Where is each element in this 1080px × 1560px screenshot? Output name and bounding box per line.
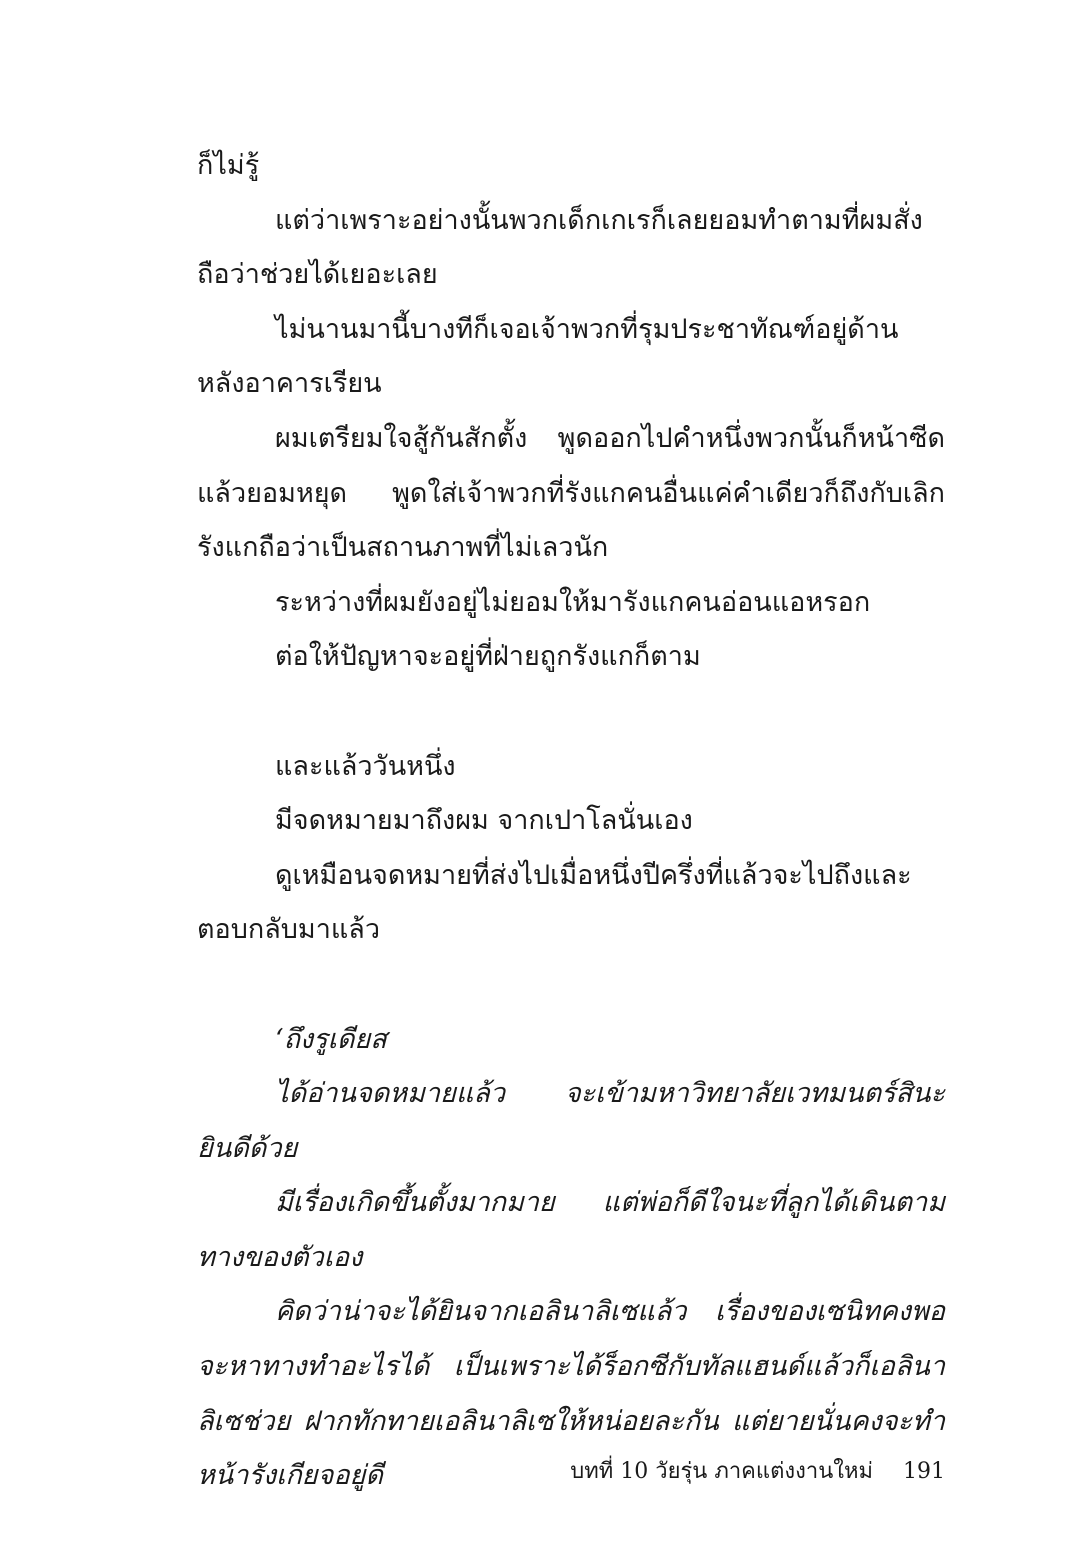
letter-salutation: ‘ถึงรูเดียส xyxy=(275,1023,387,1055)
letter-paragraph: ได้อ่านจดหมายแล้ว จะเข้ามหาวิทยาลัยเวทมนตร์สินะ ยินดีด้วย xyxy=(197,1078,945,1164)
paragraph: ระหว่างที่ผมยังอยู่ไม่ยอมให้มารังแกคนอ่อนแอหรอก xyxy=(275,586,871,618)
paragraph: ไม่นานมานี้บางทีก็เจอเจ้าพวกที่รุมประชาทัณฑ์อยู่ด้านหลังอาคารเรียน xyxy=(197,313,899,400)
paragraph: ต่อให้ปัญหาจะอยู่ที่ฝ่ายถูกรังแกก็ตาม xyxy=(275,641,701,673)
letter-paragraph: มีเรื่องเกิดขึ้นตั้งมากมาย แต่พ่อก็ดีใจนะที่ลูกได้เดินตามทางของตัวเอง xyxy=(197,1187,945,1273)
section-break xyxy=(197,958,945,1013)
paragraph: ผมเตรียมใจสู้กันสักตั้ง พูดออกไปคำหนึ่งพวกนั้นก็หน้าซีดแล้วยอมหยุด พูดใส่เจ้าพวกที่รังแกคนอื่นแค่คำเดียวก็ถึงกับเลิกรังแกถือว่าเป็นสถานภาพที่ไม่เลวนัก xyxy=(197,422,945,564)
letter-paragraph: คิดว่าน่าจะได้ยินจากเอลินาลิเซแล้ว เรื่องของเซนิทคงพอจะหาทางทำอะไรได้ เป็นเพราะได้ร็อกซีกับทัลแฮนด์แล้วก็เอลินาลิเซช่วย ฝากทักทายเอลินาลิเซให้หน่อยละกัน แต่ยายนั่นคงจะทำหน้ารังเกียจอยู่ดี xyxy=(197,1296,945,1492)
page-footer xyxy=(570,1453,945,1488)
section-break xyxy=(197,685,945,740)
paragraph: ดูเหมือนจดหมายที่ส่งไปเมื่อหนึ่งปีครึ่งที่แล้วจะไปถึงและตอบกลับมาแล้ว xyxy=(197,859,912,946)
running-head: บทที่ 10 วัยรุ่น ภาคแต่งงานใหม่ xyxy=(570,1459,873,1484)
page-number: 191 xyxy=(903,1459,945,1484)
paragraph: มีจดหมายมาถึงผม จากเปาโลนั่นเอง xyxy=(275,805,693,837)
paragraph: ก็ไม่รู้ xyxy=(197,150,260,181)
paragraph: แต่ว่าเพราะอย่างนั้นพวกเด็กเกเรก็เลยยอมทำตามที่ผมสั่ง ถือว่าช่วยได้เยอะเลย xyxy=(197,204,923,291)
body-text xyxy=(197,139,945,1504)
paragraph: และแล้ววันหนึ่ง xyxy=(275,750,456,782)
